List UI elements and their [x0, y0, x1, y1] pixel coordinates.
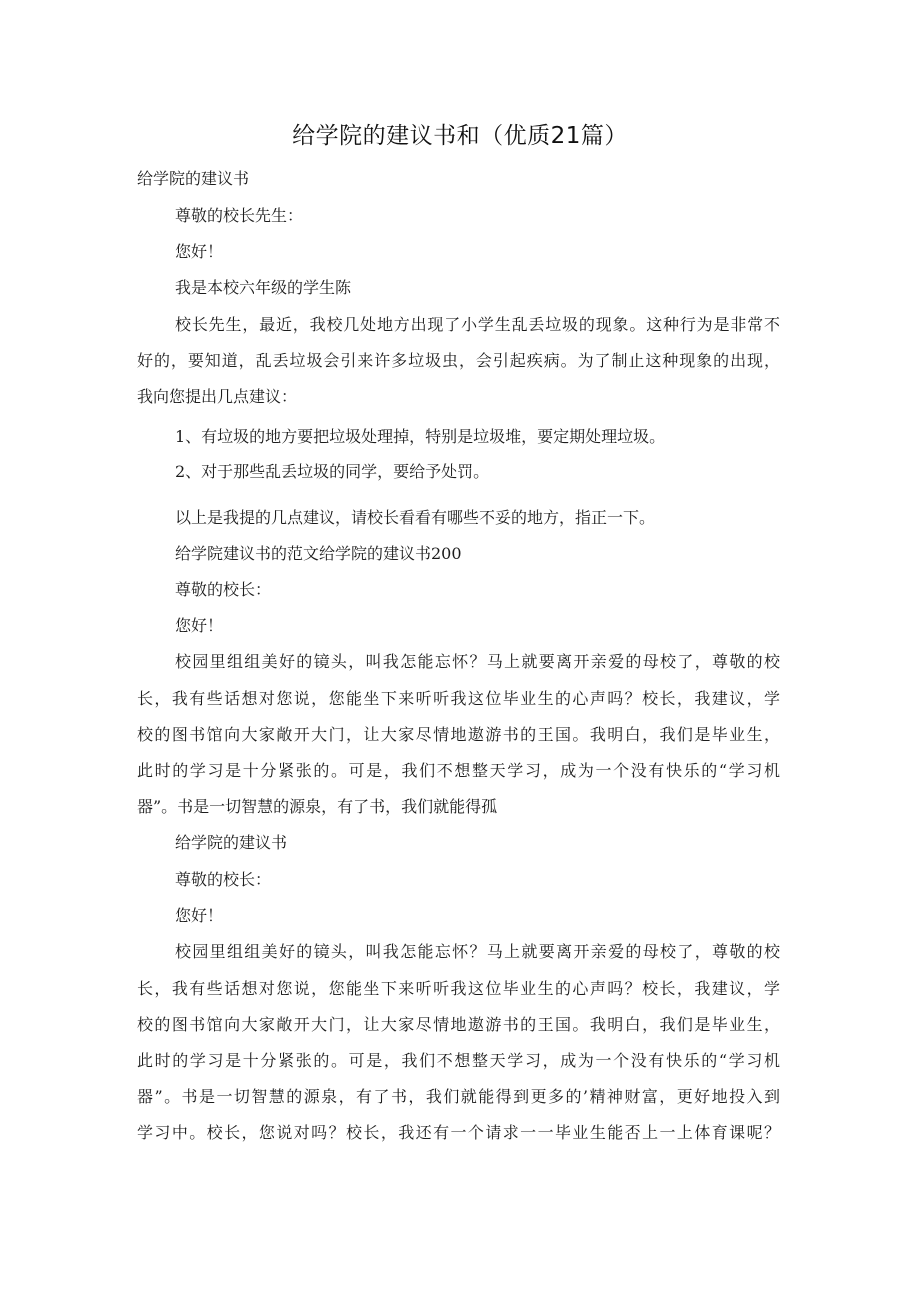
paragraph-line: 以上是我提的几点建议，请校长看看有哪些不妥的地方，指正一下。: [175, 508, 656, 527]
paragraph-line: 器”。书是一切智慧的源泉，有了书，我们就能得到更多的’精神财富，更好地投入到: [137, 1087, 780, 1106]
paragraph-line: 长，我有些话想对您说，您能坐下来听听我这位毕业生的心声吗？校长，我建议，学: [137, 689, 780, 708]
greeting: 您好！: [175, 616, 224, 635]
document-title: 给学院的建议书和（优质21篇）: [292, 123, 628, 149]
paragraph-line: 校的图书馆向大家敞开大门，让大家尽情地遨游书的王国。我明白，我们是毕业生，: [137, 725, 780, 744]
section-heading: 给学院的建议书: [175, 833, 288, 852]
salutation: 尊敬的校长：: [175, 870, 272, 889]
paragraph-line: 我是本校六年级的学生陈: [175, 278, 352, 297]
greeting: 您好！: [175, 906, 224, 925]
greeting: 您好！: [175, 242, 224, 261]
paragraph-line: 好的，要知道，乱丢垃圾会引来许多垃圾虫，会引起疾病。为了制止这种现象的出现，: [137, 351, 780, 370]
section-heading: 给学院建议书的范文给学院的建议书200: [175, 544, 462, 563]
salutation: 尊敬的校长先生：: [175, 206, 304, 225]
list-item: 1、有垃圾的地方要把垃圾处理掉，特别是垃圾堆，要定期处理垃圾。: [175, 427, 666, 446]
paragraph-line: 学习中。校长，您说对吗？校长，我还有一个请求一一毕业生能否上一上体育课呢？: [137, 1123, 780, 1142]
paragraph-line: 长，我有些话想对您说，您能坐下来听听我这位毕业生的心声吗？校长，我建议，学: [137, 979, 780, 998]
paragraph-line: 校的图书馆向大家敞开大门，让大家尽情地遨游书的王国。我明白，我们是毕业生，: [137, 1015, 780, 1034]
paragraph-line: 校园里组组美好的镜头，叫我怎能忘怀？马上就要离开亲爱的母校了，尊敬的校: [175, 652, 780, 671]
paragraph-line: 校园里组组美好的镜头，叫我怎能忘怀？马上就要离开亲爱的母校了，尊敬的校: [175, 942, 780, 961]
paragraph-line: 校长先生，最近，我校几处地方出现了小学生乱丢垃圾的现象。这种行为是非常不: [175, 315, 780, 334]
section-heading: 给学院的建议书: [137, 169, 250, 188]
paragraph-line: 此时的学习是十分紧张的。可是，我们不想整天学习，成为一个没有快乐的“学习机: [137, 761, 780, 780]
salutation: 尊敬的校长：: [175, 580, 272, 599]
paragraph-line: 此时的学习是十分紧张的。可是，我们不想整天学习，成为一个没有快乐的“学习机: [137, 1051, 780, 1070]
paragraph-line: 器”。书是一切智慧的源泉，有了书，我们就能得孤: [137, 797, 498, 816]
list-item: 2、对于那些乱丢垃圾的同学，要给予处罚。: [175, 462, 490, 481]
paragraph-line: 我向您提出几点建议：: [137, 387, 298, 406]
